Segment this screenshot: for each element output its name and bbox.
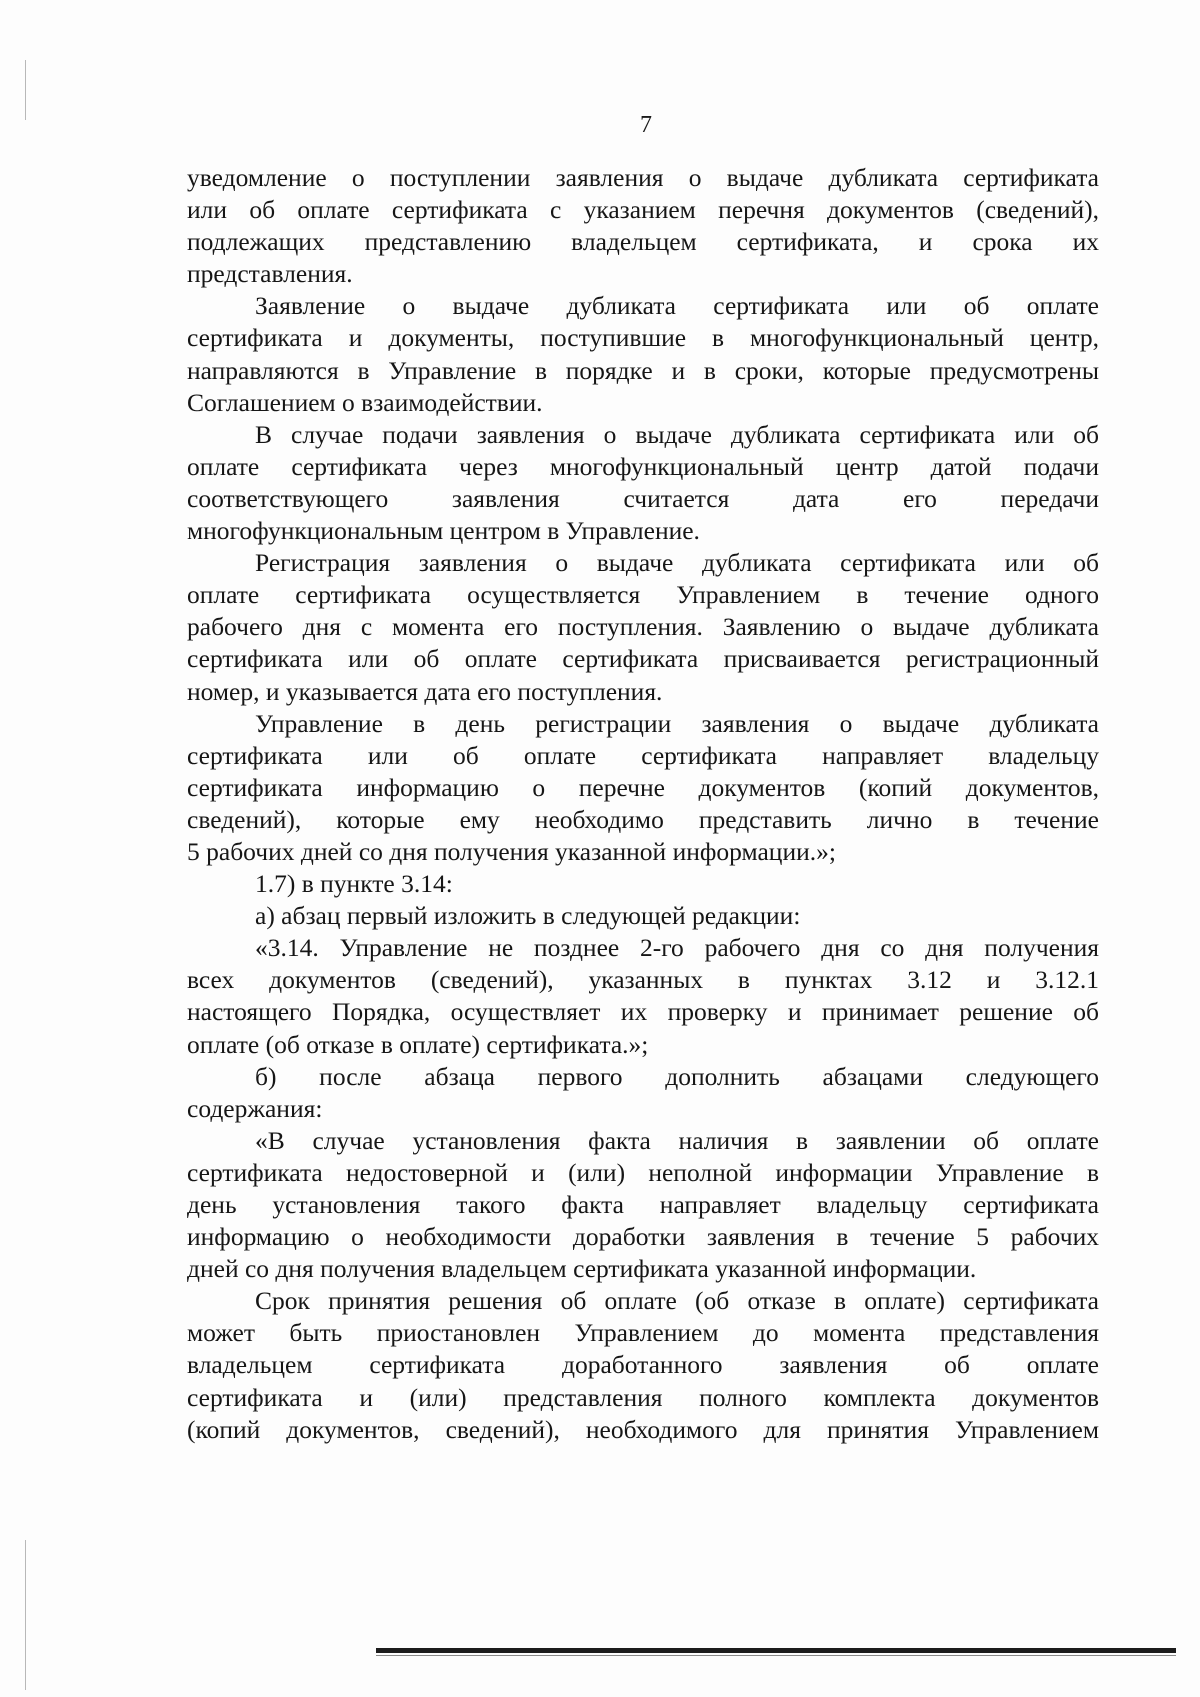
text-line: рабочего дня с момента его поступления. Заявлению о выдаче дубликата [187, 612, 1099, 642]
text-line: уведомление о поступлении заявления о выдаче дубликата сертификата [187, 163, 1099, 192]
text-line: оплате (об отказе в оплате) сертификата.»; [187, 1029, 649, 1059]
text-line: информацию о необходимости доработки заявления в течение 5 рабочих [187, 1222, 1099, 1252]
footer-rule-shadow [376, 1655, 1176, 1656]
text-line: соответствующего заявления считается дата его передачи [187, 483, 1099, 513]
text-line: номер, и указывается дата его поступления. [187, 676, 663, 706]
text-line: Срок принятия решения об оплате (об отказе в оплате) сертификата [255, 1286, 1099, 1316]
text-line: сертификата недостоверной и (или) неполной информации Управление в [187, 1157, 1099, 1187]
text-line: б) после абзаца первого дополнить абзацами следующего [255, 1061, 1099, 1091]
text-line: Управление в день регистрации заявления о выдаче дубликата [255, 708, 1099, 738]
text-line: содержания: [187, 1093, 323, 1123]
text-line: сертификата и (или) представления полного комплекта документов [187, 1382, 1099, 1412]
document-body [187, 162, 1099, 1446]
text-line: представления. [187, 259, 353, 289]
text-line: направляются в Управление в порядке и в сроки, которые предусмотрены [187, 355, 1099, 385]
text-line: (копий документов, сведений), необходимого для принятия Управлением [187, 1414, 1099, 1444]
scan-edge-mark [25, 60, 26, 120]
text-line: подлежащих представлению владельцем сертификата, и срока их [187, 227, 1099, 257]
text-line: день установления такого факта направляет владельцу сертификата [187, 1190, 1099, 1219]
text-line: «3.14. Управление не позднее 2-го рабочего дня со дня получения [255, 933, 1099, 963]
text-line: В случае подачи заявления о выдаче дубликата сертификата или об [255, 419, 1099, 449]
text-line: Соглашением о взаимодействии. [187, 387, 543, 417]
text-line: Регистрация заявления о выдаче дубликата сертификата или об [255, 548, 1099, 578]
text-line: настоящего Порядка, осуществляет их проверку и принимает решение об [187, 997, 1099, 1027]
text-line: 5 рабочих дней со дня получения указанной информации.»; [187, 836, 836, 866]
text-line: а) абзац первый изложить в следующей редакции: [255, 901, 801, 931]
text-line: «В случае установления факта наличия в заявлении об оплате [255, 1125, 1099, 1155]
text-line: дней со дня получения владельцем сертификата указанной информации. [187, 1254, 977, 1284]
text-line: сертификата или об оплате сертификата присваивается регистрационный [187, 644, 1099, 674]
text-line: владельцем сертификата доработанного заявления об оплате [187, 1350, 1099, 1380]
text-line: сертификата и документы, поступившие в многофункциональный центр, [187, 323, 1099, 353]
page-number: 7 [640, 112, 652, 138]
text-line: может быть приостановлен Управлением до момента представления [187, 1318, 1099, 1348]
text-line: оплате сертификата через многофункциональный центр датой подачи [187, 451, 1099, 481]
text-line: всех документов (сведений), указанных в пунктах 3.12 и 3.12.1 [187, 965, 1099, 995]
footer-rule [376, 1648, 1176, 1653]
text-line: многофункциональным центром в Управление. [187, 516, 700, 546]
text-line: сертификата информацию о перечне документов (копий документов, [187, 772, 1099, 802]
text-line: сведений), которые ему необходимо представить лично в течение [187, 804, 1099, 834]
scan-edge-mark [25, 1540, 26, 1690]
text-line: оплате сертификата осуществляется Управлением в течение одного [187, 580, 1099, 610]
text-line: сертификата или об оплате сертификата направляет владельцу [187, 740, 1099, 770]
text-line: Заявление о выдаче дубликата сертификата или об оплате [255, 291, 1099, 321]
text-line: или об оплате сертификата с указанием перечня документов (сведений), [187, 195, 1099, 225]
text-line: 1.7) в пункте 3.14: [255, 869, 453, 899]
